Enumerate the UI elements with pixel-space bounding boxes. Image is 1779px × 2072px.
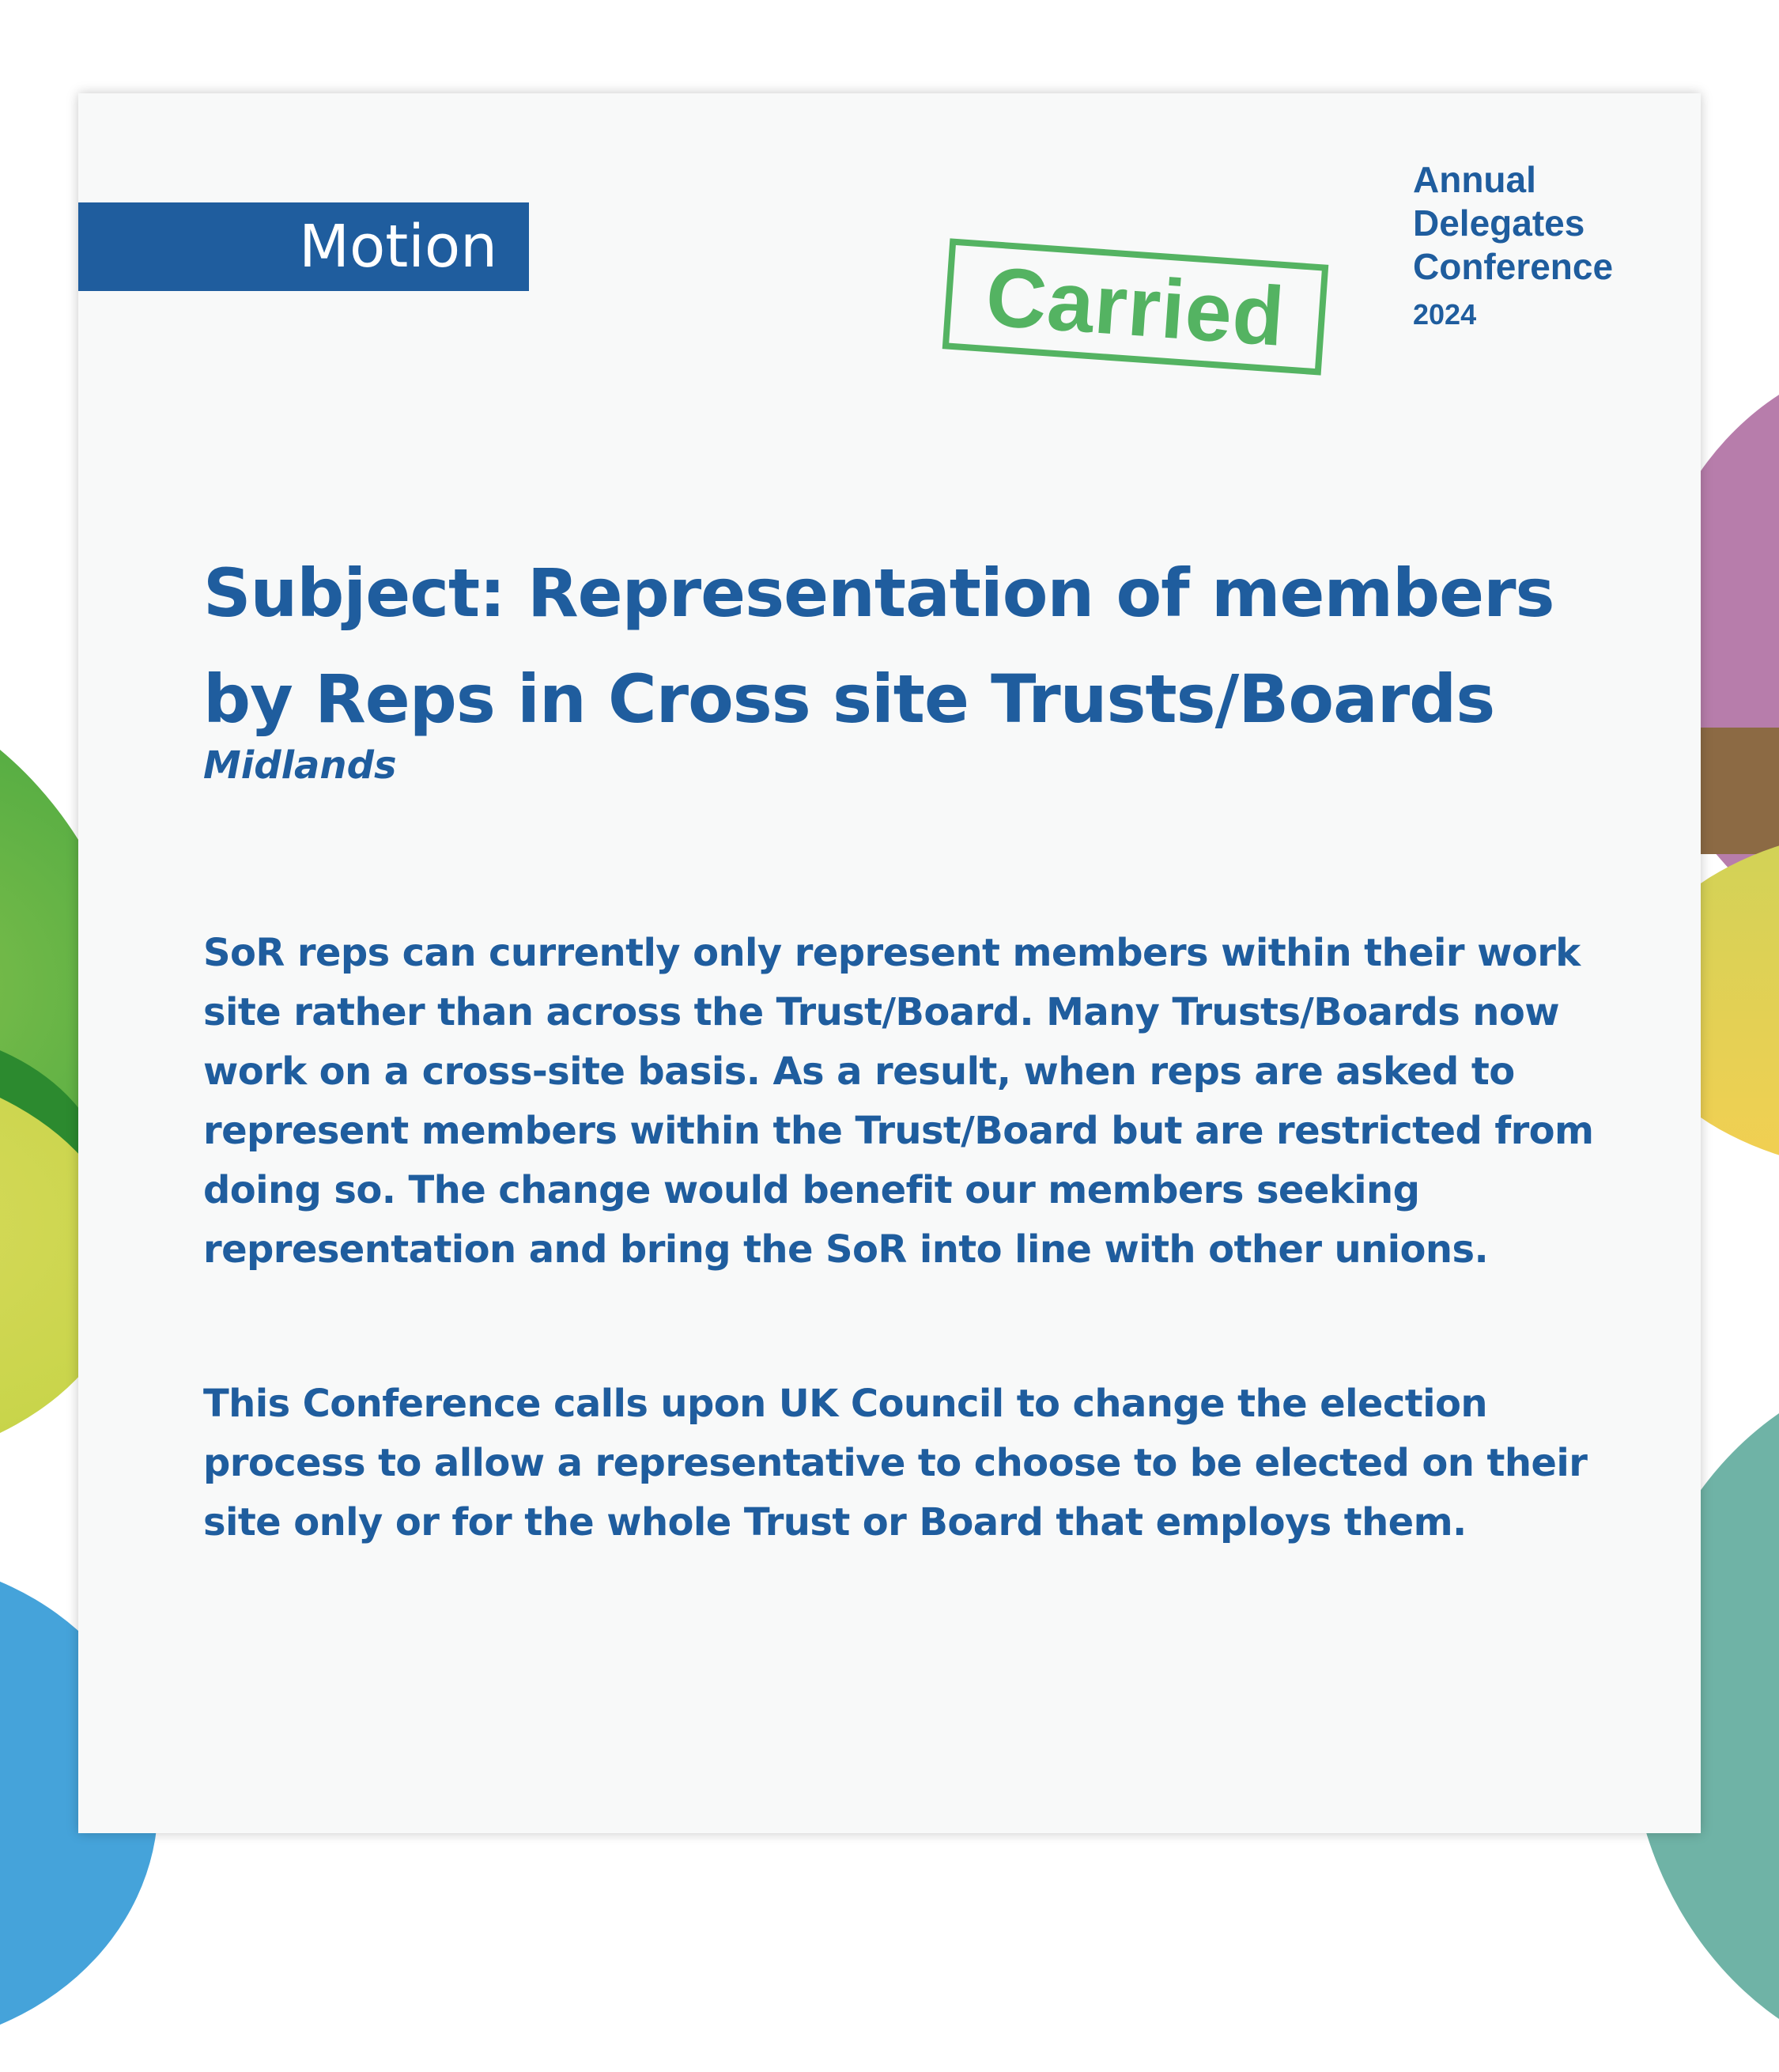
conference-year: 2024 [1413, 298, 1477, 331]
motion-label: Motion [78, 202, 529, 291]
carried-stamp: Carried [942, 238, 1329, 375]
conference-logo-line-1: Annual [1413, 159, 1536, 200]
motion-paragraph-resolution: This Conference calls upon UK Council to change the election process to allow a representative to choose to be elected on their site only or for the whole Trust or Board that employs them. [203, 1382, 1588, 1545]
motion-document [78, 93, 1701, 1833]
motion-paragraph-background: SoR reps can currently only represent members within their work site rather than across the Trust/Board. Many Trusts/Boards now work on a cross-site basis. As a result, when reps are asked to represent members within the Trust/Board but are restricted from doing so. The change would benefit our members seeking representation and bring the SoR into line with other unions. [203, 931, 1594, 1272]
conference-logo-line-2: Delegates [1413, 202, 1585, 244]
motion-subject-heading: Subject: Representation of members by Reps in Cross site Trusts/Boards [203, 554, 1554, 738]
conference-logo-line-3: Conference [1413, 246, 1614, 287]
conference-logo [1413, 158, 1613, 335]
motion-region: Midlands [203, 743, 397, 788]
